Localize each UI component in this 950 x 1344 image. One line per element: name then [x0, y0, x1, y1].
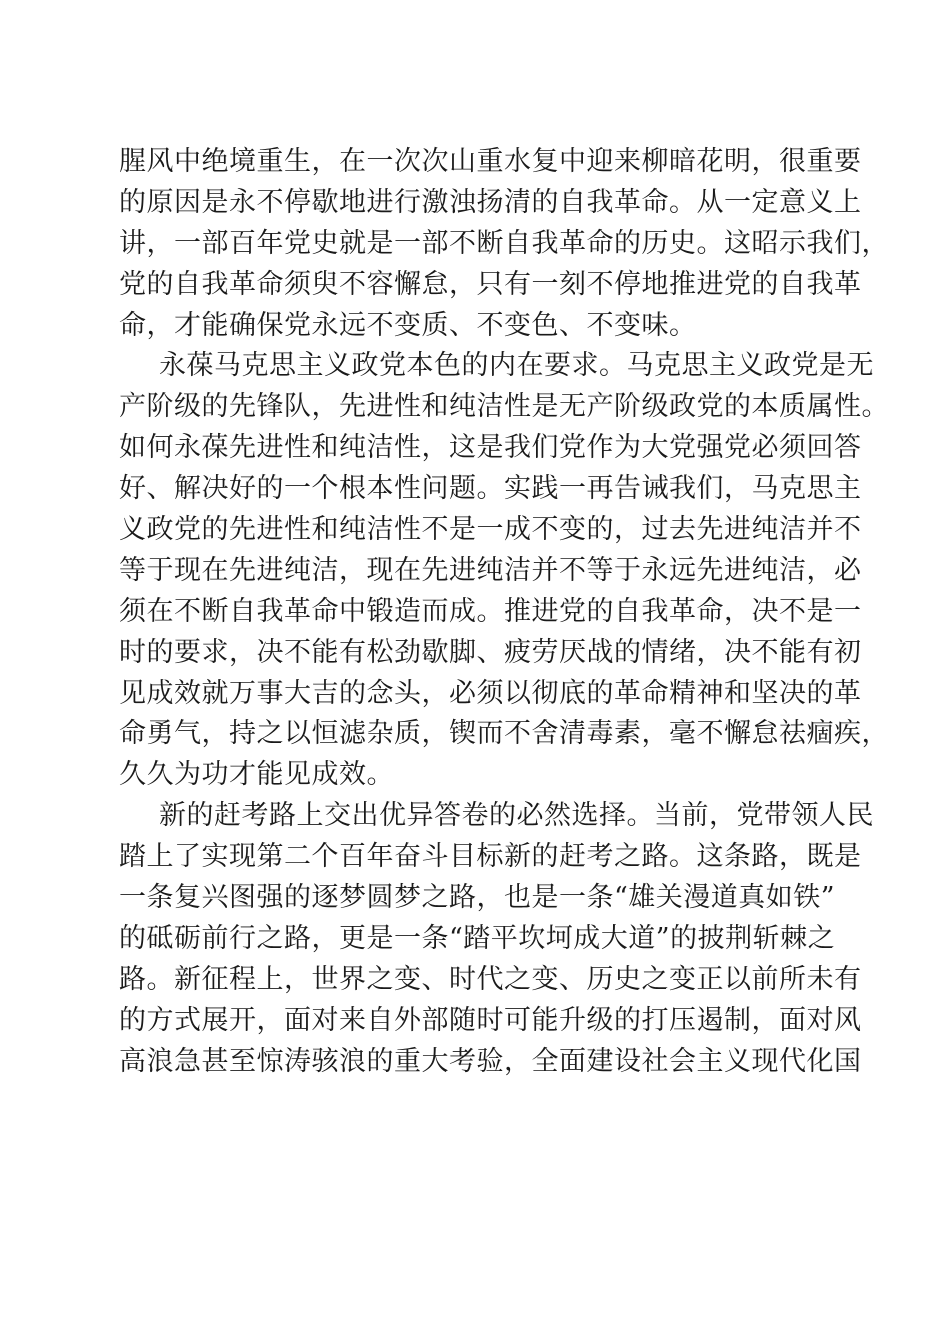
- text-line: 新的赶考路上交出优异答卷的必然选择。当前，党带领人民: [159, 800, 874, 832]
- text-line: 等于现在先进纯洁，现在先进纯洁并不等于永远先进纯洁，必: [119, 554, 862, 586]
- text-line: 的砥砺前行之路，更是一条“踏平坎坷成大道”的披荆斩棘之: [119, 922, 836, 954]
- paragraph-3: [119, 796, 874, 1082]
- text-line: 好、解决好的一个根本性问题。实践一再告诫我们，马克思主: [119, 473, 862, 505]
- paragraph-1: [119, 142, 889, 346]
- text-line: 路。新征程上，世界之变、时代之变、历史之变正以前所未有: [119, 963, 862, 995]
- text-line: 的方式展开，面对来自外部随时可能升级的打压遏制，面对风: [119, 1004, 862, 1036]
- document-body: [119, 142, 889, 1082]
- text-line: 见成效就万事大吉的念头，必须以彻底的革命精神和坚决的革: [119, 677, 862, 709]
- text-line: 如何永葆先进性和纯洁性，这是我们党作为大党强党必须回答: [119, 432, 862, 464]
- text-line: 腥风中绝境重生，在一次次山重水复中迎来柳暗花明，很重要: [119, 146, 862, 177]
- paragraph-2: [119, 346, 889, 796]
- text-line: 命勇气，持之以恒滤杂质，锲而不舍清毒素，毫不懈怠祛痼疾，: [119, 718, 889, 750]
- text-line: 命，才能确保党永远不变质、不变色、不变味。: [119, 309, 697, 341]
- text-line: 党的自我革命须臾不容懈怠，只有一刻不停地推进党的自我革: [119, 268, 862, 300]
- text-line: 久久为功才能见成效。: [119, 759, 394, 791]
- text-line: 一条复兴图强的逐梦圆梦之路，也是一条“雄关漫道真如铁”: [119, 882, 836, 914]
- text-line: 永葆马克思主义政党本色的内在要求。马克思主义政党是无: [159, 350, 874, 382]
- text-line: 高浪急甚至惊涛骇浪的重大考验，全面建设社会主义现代化国: [119, 1045, 862, 1077]
- text-line: 讲，一部百年党史就是一部不断自我革命的历史。这昭示我们，: [119, 227, 889, 259]
- text-line: 的原因是永不停歇地进行激浊扬清的自我革命。从一定意义上: [119, 186, 862, 218]
- text-line: 须在不断自我革命中锻造而成。推进党的自我革命，决不是一: [119, 595, 862, 627]
- text-line: 踏上了实现第二个百年奋斗目标新的赶考之路。这条路，既是: [119, 841, 862, 873]
- text-line: 义政党的先进性和纯洁性不是一成不变的，过去先进纯洁并不: [119, 514, 862, 546]
- text-line: 产阶级的先锋队，先进性和纯洁性是无产阶级政党的本质属性。: [119, 391, 889, 423]
- text-line: 时的要求，决不能有松劲歇脚、疲劳厌战的情绪，决不能有初: [119, 636, 862, 668]
